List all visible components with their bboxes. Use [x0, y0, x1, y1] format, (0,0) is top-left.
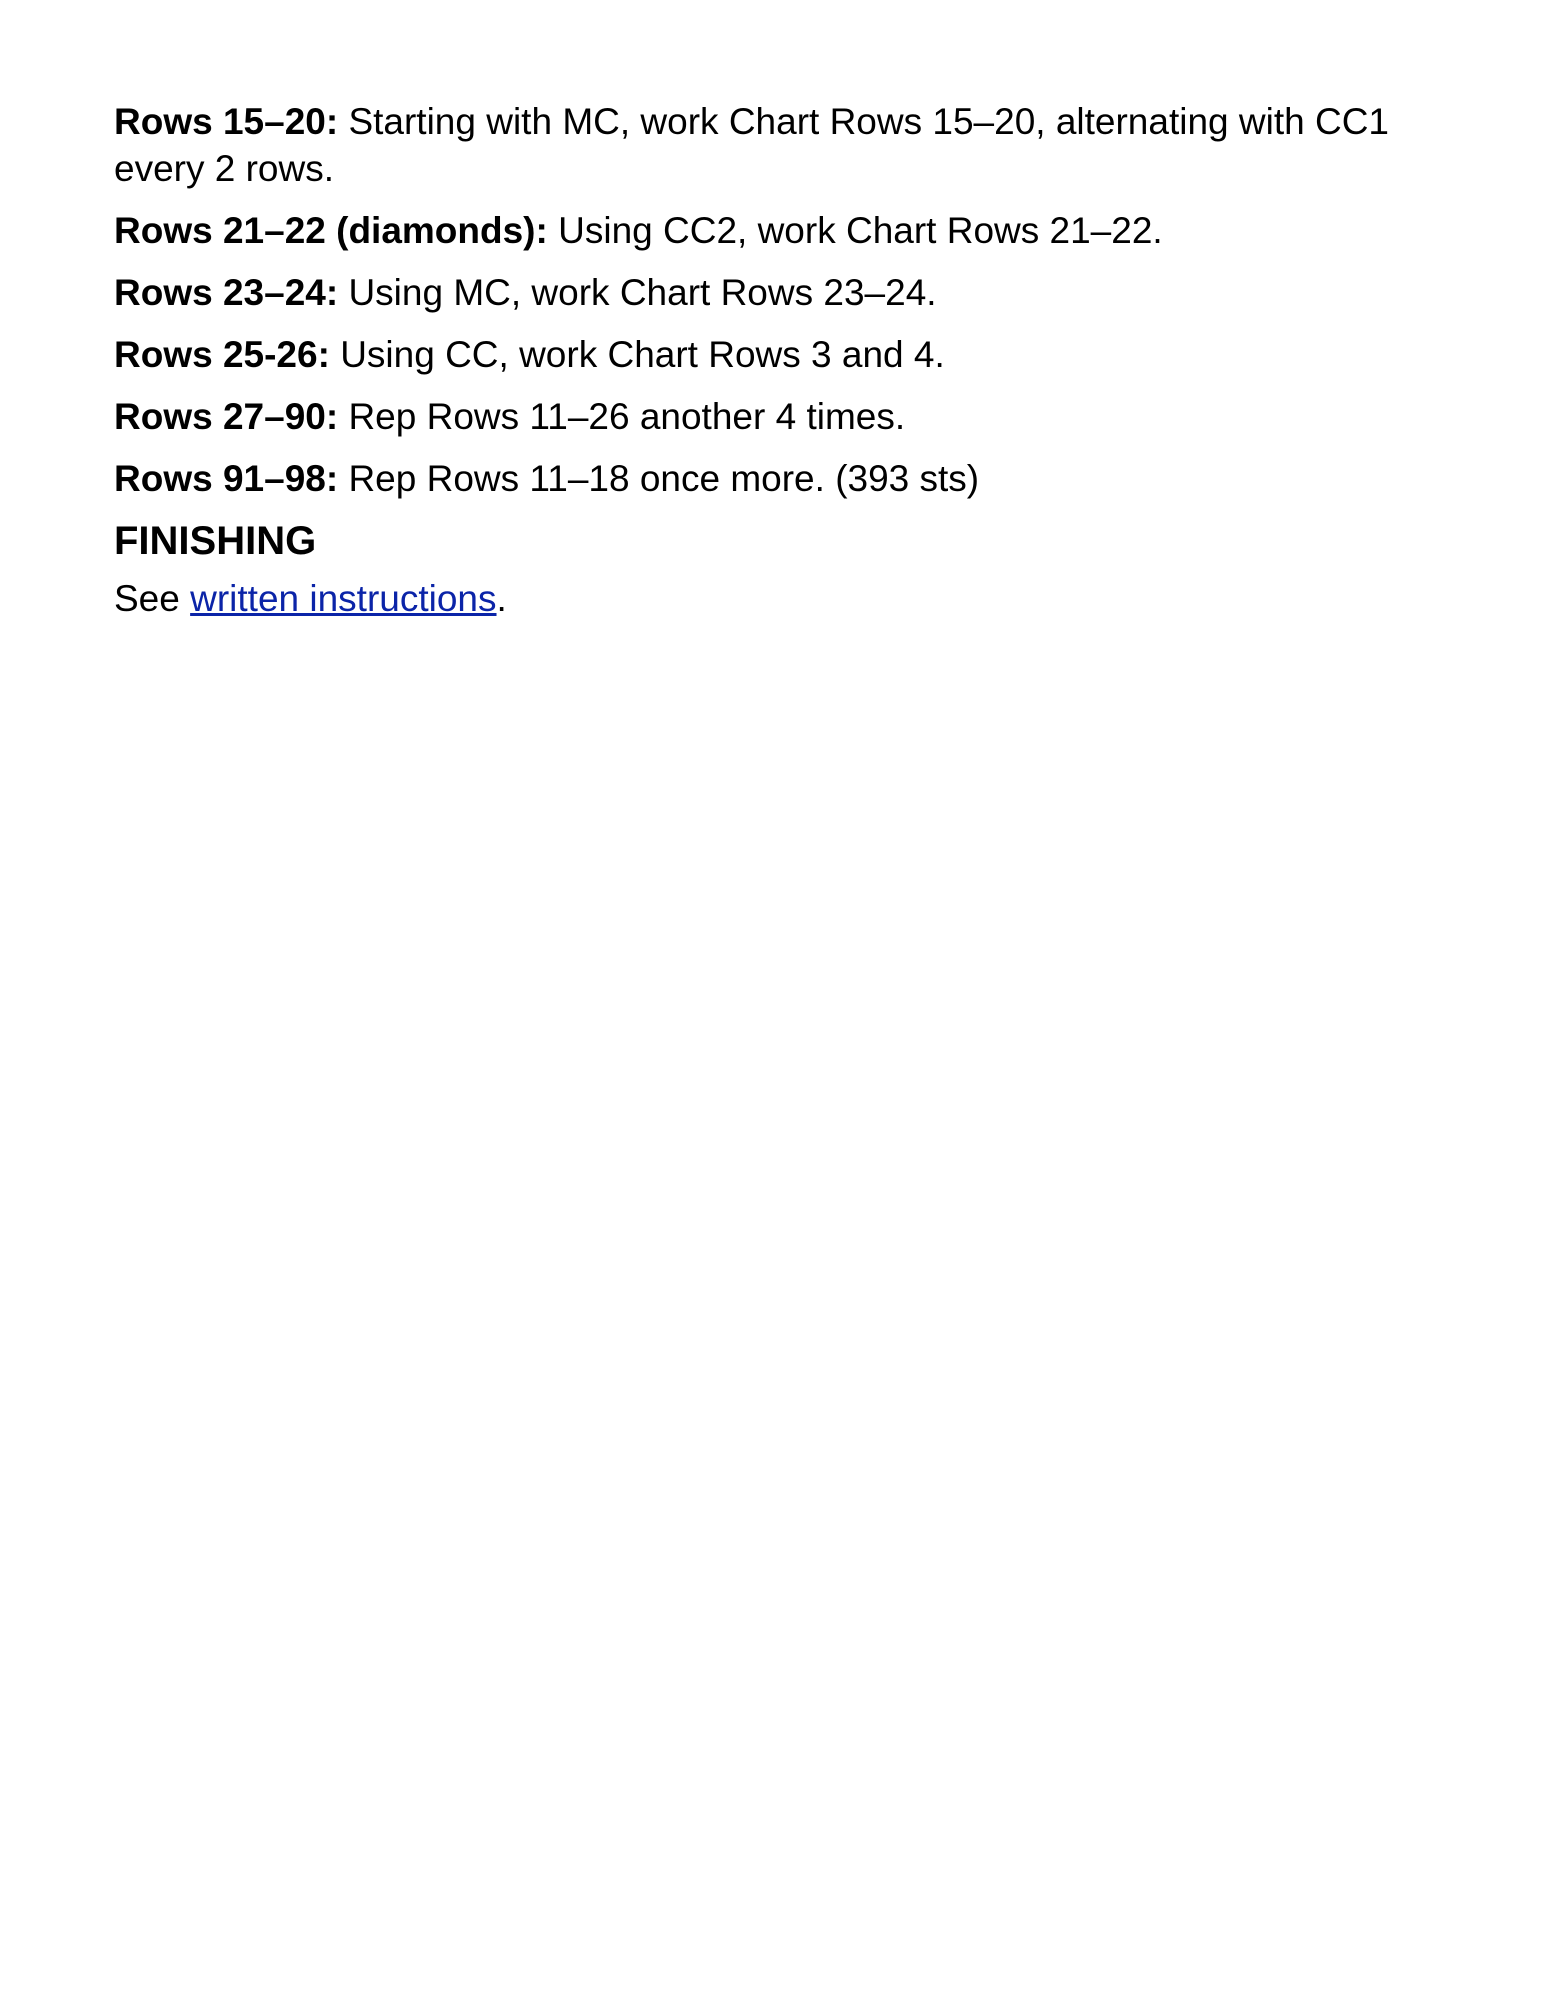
- instruction-rows-91-98: [114, 455, 1434, 502]
- instruction-rows-27-90: [114, 393, 1434, 440]
- written-instructions-link[interactable]: written instructions: [190, 578, 497, 619]
- instruction-text: Using MC, work Chart Rows 23–24.: [348, 272, 937, 313]
- instruction-label: Rows 15–20:: [114, 101, 339, 142]
- instruction-label: Rows 23–24:: [114, 272, 339, 313]
- instruction-text: Starting with MC, work Chart Rows 15–20, alternating with CC1 every 2 rows.: [114, 101, 1389, 189]
- page-content: [114, 98, 1434, 622]
- instruction-rows-15-20: [114, 98, 1434, 192]
- finishing-text: [114, 575, 1434, 622]
- finishing-suffix: .: [496, 578, 507, 619]
- instruction-label: Rows 25-26:: [114, 334, 330, 375]
- instruction-text: Rep Rows 11–26 another 4 times.: [348, 396, 906, 437]
- instruction-rows-21-22: [114, 207, 1434, 254]
- instruction-text: Using CC, work Chart Rows 3 and 4.: [340, 334, 945, 375]
- instruction-text: Using CC2, work Chart Rows 21–22.: [558, 210, 1163, 251]
- finishing-heading: FINISHING: [114, 519, 317, 563]
- instruction-label: Rows 21–22 (diamonds):: [114, 210, 548, 251]
- instruction-rows-23-24: [114, 269, 1434, 316]
- instruction-text: Rep Rows 11–18 once more. (393 sts): [348, 458, 980, 499]
- instruction-label: Rows 91–98:: [114, 458, 339, 499]
- instruction-label: Rows 27–90:: [114, 396, 339, 437]
- instruction-rows-25-26: [114, 331, 1434, 378]
- finishing-prefix: See: [114, 578, 180, 619]
